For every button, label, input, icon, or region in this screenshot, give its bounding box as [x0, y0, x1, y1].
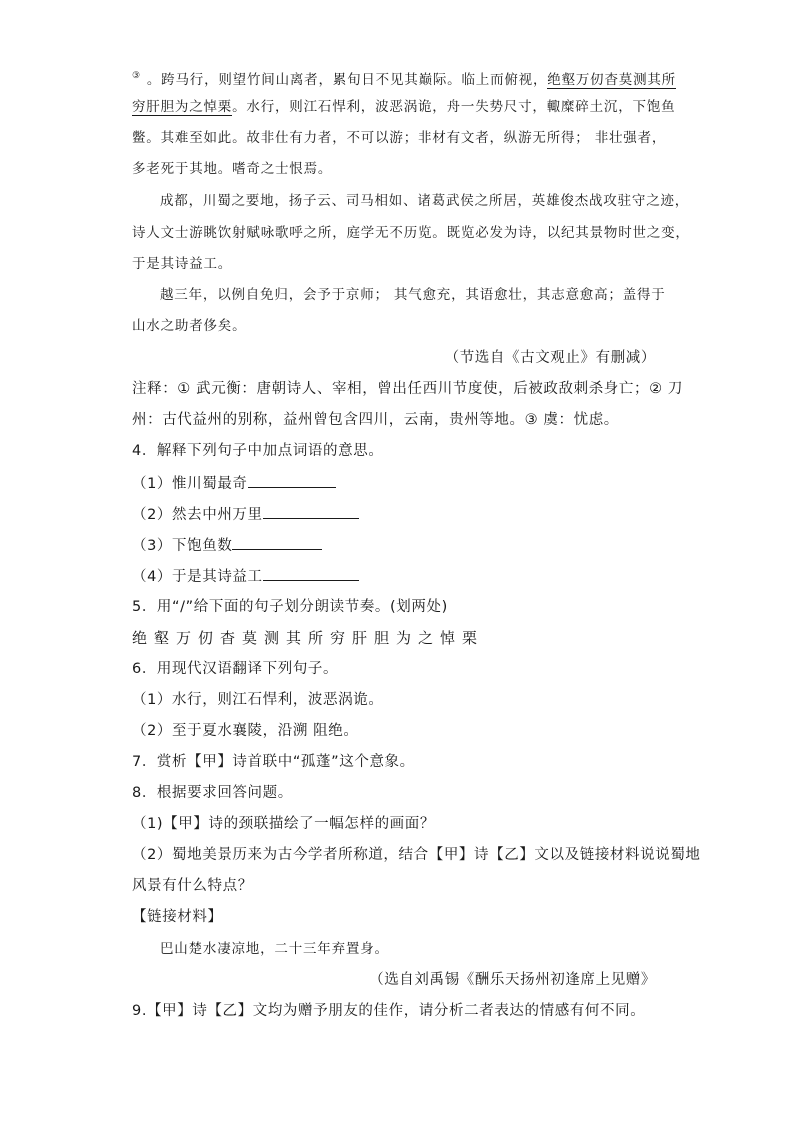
item-text: （3）下饱鱼数 — [132, 538, 233, 554]
question-6-item-1: （1）水行，则江石悍利，波恶涡诡。 — [132, 692, 384, 708]
question-4-item-4 — [132, 566, 359, 587]
footnote-marker: ③ — [132, 71, 141, 81]
question-8-item-1: （1)【甲】诗的颈联描绘了一幅怎样的画面？ — [132, 816, 435, 832]
link-material-title: 【链接材料】 — [132, 909, 223, 925]
answer-blank[interactable] — [248, 473, 336, 488]
item-text: （1）惟川蜀最奇 — [132, 476, 248, 492]
notes-line: 注释：① 武元衡：唐朝诗人、宰相，曾出任西川节度使，后被政敌刺杀身亡；② 刀 — [132, 381, 684, 397]
passage-line — [132, 66, 676, 90]
passage-line: 诗人文士游眺饮射赋咏歌呼之所，庭学无不历览。既览必发为诗，以纪其景物时世之变， — [132, 225, 690, 241]
passage-text: 。跨马行，则望竹间山离者，累旬日不见其巅际。临上而俯视， — [146, 72, 548, 88]
item-text: （2）然去中州万里 — [132, 507, 263, 523]
passage-line: 山水之助者侈矣。 — [132, 318, 247, 334]
passage-line: 越三年，以例自免归，会予于京师； 其气愈充，其语愈壮，其志意愈高；盖得于 — [160, 287, 666, 303]
question-6-item-2: （2）至于夏水襄陵，沿溯 阻绝。 — [132, 723, 359, 739]
link-material-source: （选自刘禹锡《酬乐天扬州初逢席上见赠》 — [369, 972, 656, 988]
question-8-stem: 8．根据要求回答问题。 — [132, 785, 293, 801]
passage-line: 多老死于其地。嗜奇之士恨焉。 — [132, 161, 333, 177]
question-4-item-2 — [132, 504, 359, 525]
question-4-item-3 — [132, 535, 322, 556]
passage-source: （节选自《古文观止》有删减） — [444, 350, 656, 366]
question-5-sentence: 绝壑万仞杳莫测其所穷肝胆为之悼栗 — [132, 629, 485, 647]
passage-line: 成都，川蜀之要地，扬子云、司马相如、诸葛武侯之所居，英雄俊杰战攻驻守之迹， — [160, 193, 690, 209]
question-8-item-2: （2）蜀地美景历来为古今学者所称道，结合【甲】诗【乙】文以及链接材料说说蜀地 — [132, 847, 701, 863]
item-text: （4）于是其诗益工 — [132, 569, 263, 585]
question-6-stem: 6．用现代汉语翻译下列句子。 — [132, 661, 339, 677]
underlined-text: 穷肝胆为之悼栗 — [132, 99, 233, 115]
question-4-item-1 — [132, 473, 336, 494]
answer-blank[interactable] — [232, 535, 322, 550]
answer-blank[interactable] — [263, 504, 359, 519]
question-5-stem: 5．用“/”给下面的句子划分朗读节奏。(划两处) — [132, 599, 448, 615]
passage-text: 。水行，则江石悍利，波恶涡诡，舟一失势尺寸，輙糜碎土沉，下饱鱼 — [232, 99, 676, 115]
question-9-stem: 9.【甲】诗【乙】文均为赠予朋友的佳作，请分析二者表达的情感有何不同。 — [132, 1003, 646, 1019]
passage-line: 鳖。其难至如此。故非仕有力者，不可以游；非材有文者，纵游无所得； 非壮强者， — [132, 130, 667, 146]
passage-line: 于是其诗益工。 — [132, 256, 233, 272]
answer-blank[interactable] — [263, 566, 359, 581]
link-material-text: 巴山楚水凄凉地，二十三年弃置身。 — [160, 941, 389, 957]
notes-line: 州：古代益州的别称，益州曾包含四川，云南，贵州等地。③ 虞：忧虑。 — [132, 412, 619, 428]
question-8-item-2-cont: 风景有什么特点？ — [132, 878, 253, 894]
question-4-stem: 4．解释下列句子中加点词语的意思。 — [132, 443, 384, 459]
underlined-text: 绝壑万仞杳莫测其所 — [547, 72, 676, 88]
question-7-stem: 7．赏析【甲】诗首联中“孤蓬”这个意象。 — [132, 754, 415, 770]
passage-line — [132, 97, 675, 117]
